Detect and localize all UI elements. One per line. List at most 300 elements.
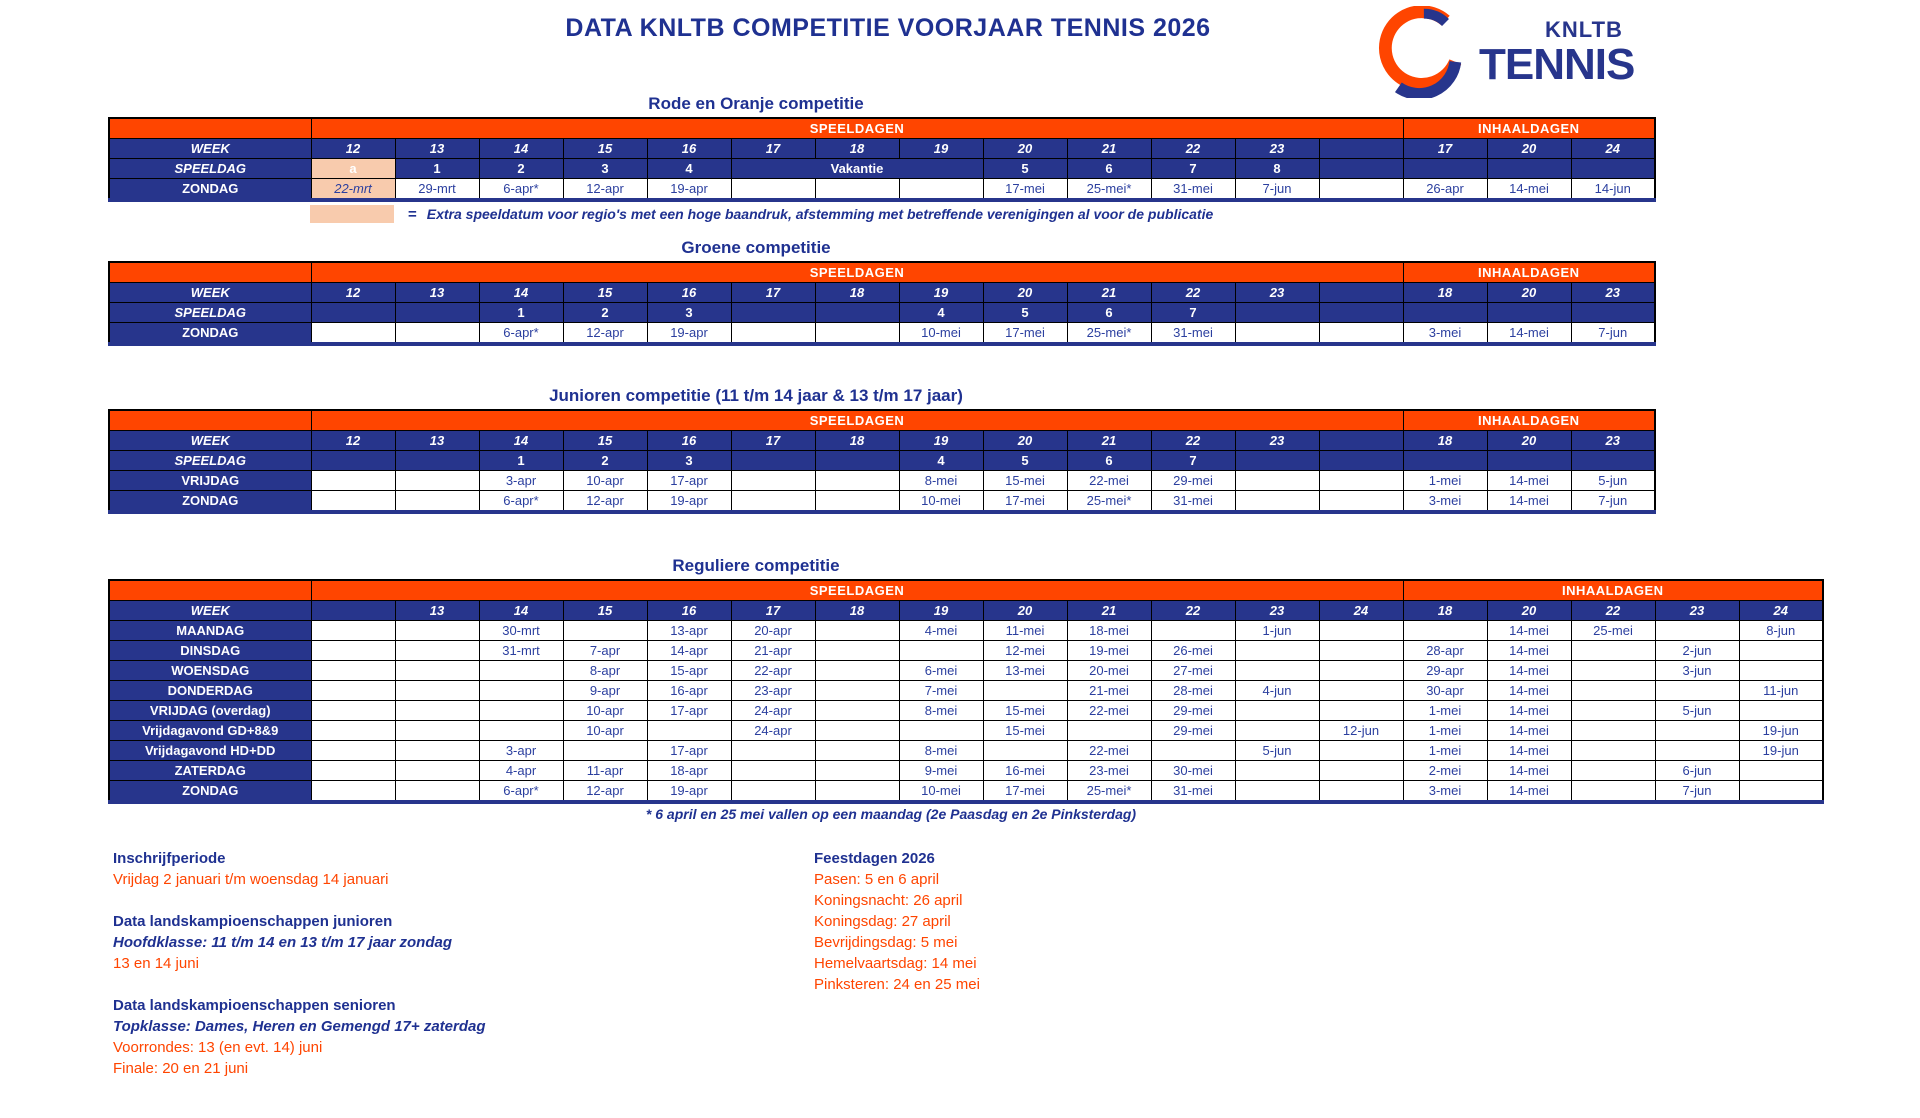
date-cell: 15-mei	[983, 701, 1067, 721]
date-cell: 1-jun	[1235, 621, 1319, 641]
date-cell: 6-apr*	[479, 491, 563, 513]
week-cell: 22	[1151, 283, 1235, 303]
row-label: SPEELDAG	[109, 303, 311, 323]
date-cell: 10-mei	[899, 781, 983, 803]
date-cell: 6-jun	[1655, 761, 1739, 781]
row-label: MAANDAG	[109, 621, 311, 641]
week-cell: 13	[395, 431, 479, 451]
info-line: 13 en 14 juni	[113, 955, 199, 972]
week-cell: 19	[899, 139, 983, 159]
speeldag-cell: 4	[899, 451, 983, 471]
info-line: Pasen: 5 en 6 april	[814, 871, 940, 888]
legend	[310, 204, 1920, 224]
date-cell	[1655, 721, 1739, 741]
date-cell	[1571, 781, 1655, 803]
date-cell: 25-mei*	[1067, 179, 1151, 201]
date-cell	[1739, 641, 1823, 661]
speeldag-cell: 3	[647, 451, 731, 471]
date-cell	[311, 681, 395, 701]
section-rode-oranje	[108, 94, 1920, 224]
date-cell	[1739, 701, 1823, 721]
date-cell	[731, 323, 815, 345]
date-cell	[815, 471, 899, 491]
date-cell	[395, 781, 479, 803]
table-corner	[109, 262, 311, 283]
week-cell: 14	[479, 601, 563, 621]
week-cell: 13	[395, 139, 479, 159]
date-cell: 29-apr	[1403, 661, 1487, 681]
info-heading: Data landskampioenschappen junioren	[113, 913, 393, 930]
info-line: Hemelvaartsdag: 14 mei	[814, 955, 977, 972]
date-cell: 2-mei	[1403, 761, 1487, 781]
speeldag-cell: 3	[647, 303, 731, 323]
row-label: SPEELDAG	[109, 451, 311, 471]
speeldag-cell	[815, 451, 899, 471]
date-cell: 8-apr	[563, 661, 647, 681]
info-line: Topklasse: Dames, Heren en Gemengd 17+ zaterdag	[113, 1018, 486, 1035]
table-title-groene: Groene competitie	[681, 238, 831, 257]
date-cell: 7-mei	[899, 681, 983, 701]
row-label: WEEK	[109, 601, 311, 621]
speeldag-cell	[1319, 303, 1403, 323]
week-cell: 16	[647, 139, 731, 159]
date-cell: 8-jun	[1739, 621, 1823, 641]
day-row	[109, 641, 1823, 661]
date-cell: 18-apr	[647, 761, 731, 781]
date-cell	[1655, 621, 1739, 641]
date-cell: 22-mei	[1067, 741, 1151, 761]
speeldag-cell	[815, 303, 899, 323]
week-cell: 20	[1487, 283, 1571, 303]
date-cell	[1655, 741, 1739, 761]
date-cell: 22-mrt	[311, 179, 395, 201]
date-cell	[1319, 641, 1403, 661]
date-cell: 28-apr	[1403, 641, 1487, 661]
speeldag-cell	[1571, 303, 1655, 323]
page-title: DATA KNLTB COMPETITIE VOORJAAR TENNIS 2026	[565, 14, 1211, 42]
row-speeldag	[109, 159, 1655, 179]
date-cell: 14-mei	[1487, 179, 1571, 201]
date-cell: 24-apr	[731, 701, 815, 721]
date-cell	[1235, 471, 1319, 491]
week-cell: 23	[1235, 139, 1319, 159]
date-cell: 14-mei	[1487, 721, 1571, 741]
date-cell: 19-apr	[647, 781, 731, 803]
row-speeldag	[109, 303, 1655, 323]
day-row	[109, 661, 1823, 681]
info-line: Voorrondes: 13 (en evt. 14) juni	[113, 1039, 323, 1056]
date-cell: 19-jun	[1739, 741, 1823, 761]
day-row	[109, 179, 1655, 201]
date-cell: 10-apr	[563, 701, 647, 721]
date-cell: 15-mei	[983, 471, 1067, 491]
date-cell	[815, 641, 899, 661]
speeldag-cell: 1	[479, 451, 563, 471]
week-cell: 24	[1739, 601, 1823, 621]
logo-tennis-label: TENNIS	[1479, 40, 1635, 89]
date-cell: 30-mrt	[479, 621, 563, 641]
day-row	[109, 323, 1655, 345]
date-cell: 30-mei	[1151, 761, 1235, 781]
date-cell: 16-apr	[647, 681, 731, 701]
date-cell: 12-apr	[563, 323, 647, 345]
date-cell: 12-apr	[563, 781, 647, 803]
week-cell: 16	[647, 601, 731, 621]
week-cell: 21	[1067, 601, 1151, 621]
day-row	[109, 721, 1823, 741]
date-cell: 19-jun	[1739, 721, 1823, 741]
row-week	[109, 283, 1655, 303]
date-cell: 7-jun	[1655, 781, 1739, 803]
week-cell: 22	[1151, 431, 1235, 451]
date-cell	[731, 471, 815, 491]
speeldag-cell	[1319, 451, 1403, 471]
orange-header-row	[109, 262, 1655, 283]
date-cell	[311, 741, 395, 761]
page-header	[108, 10, 1920, 94]
week-cell: 18	[1403, 283, 1487, 303]
speeldag-cell: 7	[1151, 159, 1235, 179]
date-cell: 17-apr	[647, 471, 731, 491]
date-cell	[1151, 741, 1235, 761]
date-cell: 12-apr	[563, 179, 647, 201]
day-row	[109, 681, 1823, 701]
date-cell	[815, 741, 899, 761]
date-cell: 7-jun	[1571, 323, 1655, 345]
speeldag-cell	[311, 451, 395, 471]
date-cell: 25-mei*	[1067, 491, 1151, 513]
date-cell: 5-jun	[1235, 741, 1319, 761]
speeldagen-header: SPEELDAGEN	[311, 580, 1403, 601]
week-cell: 23	[1571, 431, 1655, 451]
date-cell: 6-apr*	[479, 323, 563, 345]
date-cell	[815, 681, 899, 701]
speeldag-cell: a	[311, 159, 395, 179]
date-cell	[395, 721, 479, 741]
date-cell: 8-mei	[899, 701, 983, 721]
date-cell: 9-mei	[899, 761, 983, 781]
week-cell: 12	[311, 431, 395, 451]
date-cell: 1-mei	[1403, 741, 1487, 761]
week-cell: 21	[1067, 283, 1151, 303]
date-cell	[395, 701, 479, 721]
date-cell: 31-mrt	[479, 641, 563, 661]
row-label: ZONDAG	[109, 323, 311, 345]
speeldag-cell: 2	[563, 451, 647, 471]
date-cell: 10-apr	[563, 471, 647, 491]
date-cell	[815, 781, 899, 803]
speeldag-cell	[1571, 159, 1655, 179]
week-cell: 20	[983, 601, 1067, 621]
date-cell: 18-mei	[1067, 621, 1151, 641]
date-cell	[647, 721, 731, 741]
date-cell: 13-apr	[647, 621, 731, 641]
date-cell	[395, 323, 479, 345]
info-line: Bevrijdingsdag: 5 mei	[814, 934, 958, 951]
speeldag-cell	[1319, 159, 1403, 179]
date-cell	[311, 761, 395, 781]
week-cell	[311, 601, 395, 621]
date-cell: 21-mei	[1067, 681, 1151, 701]
speeldag-cell: 1	[479, 303, 563, 323]
inhaaldagen-header: INHAALDAGEN	[1403, 262, 1655, 283]
date-cell: 29-mei	[1151, 701, 1235, 721]
info-line: Koningsnacht: 26 april	[814, 892, 963, 909]
date-cell	[1319, 471, 1403, 491]
row-label: VRIJDAG (overdag)	[109, 701, 311, 721]
row-label: DONDERDAG	[109, 681, 311, 701]
week-cell: 21	[1067, 431, 1151, 451]
orange-header-row	[109, 118, 1655, 139]
table-reguliere	[108, 579, 1920, 804]
schedule-table	[108, 579, 1824, 804]
speeldag-cell	[1403, 303, 1487, 323]
week-cell: 24	[1319, 601, 1403, 621]
date-cell	[1571, 681, 1655, 701]
day-row	[109, 621, 1823, 641]
speeldag-cell: 5	[983, 159, 1067, 179]
speeldag-cell: 6	[1067, 451, 1151, 471]
date-cell: 14-mei	[1487, 781, 1571, 803]
date-cell: 22-mei	[1067, 471, 1151, 491]
section-junioren	[108, 386, 1920, 514]
date-cell: 15-apr	[647, 661, 731, 681]
date-cell: 14-mei	[1487, 323, 1571, 345]
date-cell: 11-mei	[983, 621, 1067, 641]
date-cell	[1739, 781, 1823, 803]
date-cell: 30-apr	[1403, 681, 1487, 701]
date-cell	[311, 491, 395, 513]
date-cell	[1235, 661, 1319, 681]
week-cell: 16	[647, 283, 731, 303]
date-cell	[1571, 721, 1655, 741]
date-cell: 11-jun	[1739, 681, 1823, 701]
date-cell: 31-mei	[1151, 323, 1235, 345]
speeldag-cell	[311, 303, 395, 323]
week-cell: 18	[1403, 601, 1487, 621]
week-cell: 23	[1571, 283, 1655, 303]
speeldag-cell: Vakantie	[731, 159, 983, 179]
date-cell: 10-mei	[899, 323, 983, 345]
date-cell	[479, 661, 563, 681]
speeldagen-header: SPEELDAGEN	[311, 118, 1403, 139]
week-cell: 16	[647, 431, 731, 451]
date-cell	[563, 741, 647, 761]
table-title-rode-oranje: Rode en Oranje competitie	[648, 94, 864, 113]
date-cell: 14-mei	[1487, 761, 1571, 781]
date-cell	[815, 721, 899, 741]
date-cell: 7-jun	[1571, 491, 1655, 513]
info-block	[814, 848, 1314, 995]
date-cell: 3-apr	[479, 471, 563, 491]
date-cell	[899, 641, 983, 661]
date-cell: 27-mei	[1151, 661, 1235, 681]
date-cell: 12-mei	[983, 641, 1067, 661]
week-cell: 20	[1487, 431, 1571, 451]
week-cell: 20	[1487, 601, 1571, 621]
speeldag-cell: 4	[899, 303, 983, 323]
speeldag-cell	[731, 303, 815, 323]
speeldagen-header: SPEELDAGEN	[311, 262, 1403, 283]
date-cell	[395, 621, 479, 641]
date-cell	[1319, 761, 1403, 781]
date-cell: 13-mei	[983, 661, 1067, 681]
date-cell: 8-mei	[899, 471, 983, 491]
date-cell	[1235, 701, 1319, 721]
week-cell: 14	[479, 283, 563, 303]
info-line: Vrijdag 2 januari t/m woensdag 14 januari	[113, 871, 389, 888]
speeldagen-header: SPEELDAGEN	[311, 410, 1403, 431]
date-cell: 19-apr	[647, 179, 731, 201]
date-cell: 1-mei	[1403, 471, 1487, 491]
orange-header-row	[109, 580, 1823, 601]
speeldag-cell	[1235, 451, 1319, 471]
date-cell: 2-jun	[1655, 641, 1739, 661]
date-cell	[1319, 179, 1403, 201]
date-cell: 28-mei	[1151, 681, 1235, 701]
date-cell	[1403, 621, 1487, 641]
table-footnote: * 6 april en 25 mei vallen op een maandag (2e Paasdag en 2e Pinksterdag)	[645, 806, 1137, 822]
date-cell	[311, 721, 395, 741]
info-line: Koningsdag: 27 april	[814, 913, 951, 930]
date-cell: 4-jun	[1235, 681, 1319, 701]
date-cell: 22-mei	[1067, 701, 1151, 721]
section-groene	[108, 238, 1920, 346]
legend-equals: =	[408, 205, 417, 223]
week-cell: 18	[815, 139, 899, 159]
week-cell: 23	[1235, 283, 1319, 303]
date-cell: 17-mei	[983, 179, 1067, 201]
date-cell: 23-apr	[731, 681, 815, 701]
week-cell	[1319, 431, 1403, 451]
date-cell: 6-apr*	[479, 781, 563, 803]
row-label: DINSDAG	[109, 641, 311, 661]
speeldag-cell	[1403, 159, 1487, 179]
week-cell: 24	[1571, 139, 1655, 159]
knltb-logo	[1363, 6, 1634, 98]
week-cell: 19	[899, 283, 983, 303]
week-cell: 20	[1487, 139, 1571, 159]
date-cell: 6-apr*	[479, 179, 563, 201]
date-cell: 7-jun	[1235, 179, 1319, 201]
date-cell: 26-apr	[1403, 179, 1487, 201]
speeldag-cell	[395, 303, 479, 323]
row-label: WOENSDAG	[109, 661, 311, 681]
speeldag-cell	[1571, 451, 1655, 471]
date-cell: 11-apr	[563, 761, 647, 781]
week-cell: 13	[395, 283, 479, 303]
date-cell	[395, 681, 479, 701]
date-cell: 29-mrt	[395, 179, 479, 201]
date-cell	[1655, 681, 1739, 701]
date-cell	[395, 661, 479, 681]
date-cell	[1319, 491, 1403, 513]
date-cell: 1-mei	[1403, 701, 1487, 721]
date-cell: 17-mei	[983, 323, 1067, 345]
date-cell	[1571, 701, 1655, 721]
date-cell	[731, 491, 815, 513]
info-heading: Feestdagen 2026	[814, 850, 935, 867]
date-cell: 3-mei	[1403, 323, 1487, 345]
day-row	[109, 491, 1655, 513]
date-cell: 14-mei	[1487, 661, 1571, 681]
info-line: Hoofdklasse: 11 t/m 14 en 13 t/m 17 jaar zondag	[113, 934, 453, 951]
info-heading: Inschrijfperiode	[113, 850, 226, 867]
date-cell	[1571, 661, 1655, 681]
date-cell: 29-mei	[1151, 471, 1235, 491]
row-week	[109, 431, 1655, 451]
week-cell: 20	[983, 283, 1067, 303]
date-cell	[311, 621, 395, 641]
date-cell	[815, 661, 899, 681]
date-cell	[1319, 781, 1403, 803]
row-label: WEEK	[109, 431, 311, 451]
date-cell: 31-mei	[1151, 179, 1235, 201]
date-cell: 15-mei	[983, 721, 1067, 741]
date-cell: 3-mei	[1403, 781, 1487, 803]
date-cell: 12-apr	[563, 491, 647, 513]
date-cell	[395, 741, 479, 761]
speeldag-cell: 6	[1067, 303, 1151, 323]
speeldag-cell: 3	[563, 159, 647, 179]
date-cell	[815, 179, 899, 201]
row-speeldag	[109, 451, 1655, 471]
speeldag-cell	[1487, 159, 1571, 179]
date-cell: 1-mei	[1403, 721, 1487, 741]
date-cell	[1571, 641, 1655, 661]
week-cell: 23	[1655, 601, 1739, 621]
table-corner	[109, 118, 311, 139]
date-cell	[1739, 761, 1823, 781]
date-cell	[311, 701, 395, 721]
schedule-table	[108, 261, 1656, 346]
date-cell: 23-mei	[1067, 761, 1151, 781]
date-cell	[479, 701, 563, 721]
day-row	[109, 471, 1655, 491]
date-cell: 14-mei	[1487, 621, 1571, 641]
date-cell	[311, 471, 395, 491]
date-cell: 17-mei	[983, 491, 1067, 513]
date-cell	[1319, 661, 1403, 681]
week-cell: 13	[395, 601, 479, 621]
date-cell: 29-mei	[1151, 721, 1235, 741]
week-cell: 22	[1151, 139, 1235, 159]
date-cell	[731, 781, 815, 803]
date-cell: 3-jun	[1655, 661, 1739, 681]
week-cell: 14	[479, 139, 563, 159]
date-cell	[1319, 681, 1403, 701]
row-label: WEEK	[109, 283, 311, 303]
row-week	[109, 601, 1823, 621]
date-cell	[815, 491, 899, 513]
date-cell: 25-mei*	[1067, 781, 1151, 803]
speeldag-cell: 7	[1151, 303, 1235, 323]
table-title-reguliere: Reguliere competitie	[672, 556, 840, 575]
speeldag-cell: 8	[1235, 159, 1319, 179]
row-week	[109, 139, 1655, 159]
date-cell: 4-mei	[899, 621, 983, 641]
date-cell	[1151, 621, 1235, 641]
speeldag-cell: 5	[983, 303, 1067, 323]
date-cell	[1571, 761, 1655, 781]
info-block	[113, 848, 673, 890]
date-cell: 14-mei	[1487, 701, 1571, 721]
date-cell: 21-apr	[731, 641, 815, 661]
date-cell	[1319, 701, 1403, 721]
date-cell: 14-mei	[1487, 641, 1571, 661]
row-label: Vrijdagavond GD+8&9	[109, 721, 311, 741]
info-heading: Data landskampioenschappen senioren	[113, 997, 396, 1014]
